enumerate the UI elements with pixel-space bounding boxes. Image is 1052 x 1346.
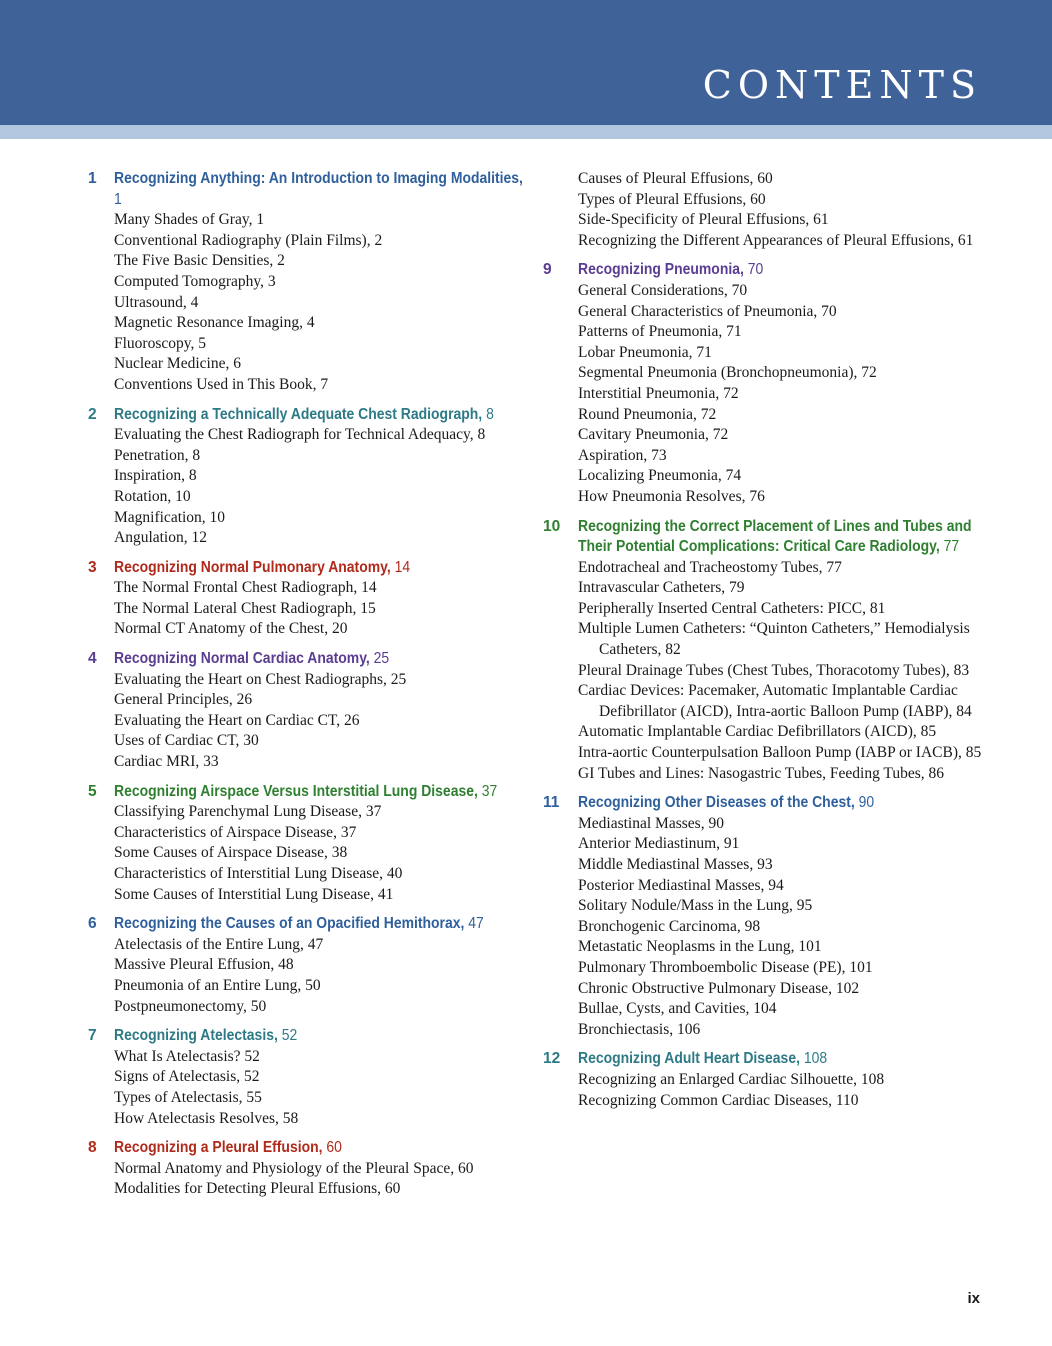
section-entry[interactable]: Cardiac MRI, 33 — [114, 753, 219, 771]
section-entry[interactable]: Automatic Implantable Cardiac Defibrillators (AICD), 85 — [578, 723, 937, 741]
chapter-heading[interactable] — [88, 558, 528, 579]
chapter-page-number: 108 — [803, 1050, 828, 1068]
section-entry[interactable]: Conventions Used in This Book, 7 — [114, 375, 329, 393]
chapter-number: 9 — [543, 261, 552, 279]
chapter-number: 1 — [88, 170, 97, 187]
section-entry[interactable]: Chronic Obstructive Pulmonary Disease, 102 — [578, 979, 860, 997]
section-entry[interactable]: Lobar Pneumonia, 71 — [578, 343, 712, 361]
chapter-number: 3 — [88, 558, 97, 576]
section-entry[interactable]: Intra-aortic Counterpulsation Balloon Pump (IABP or IACB), 85 — [578, 744, 982, 762]
section-entry[interactable]: Signs of Atelectasis, 52 — [114, 1068, 260, 1086]
section-entry[interactable]: Normal Anatomy and Physiology of the Pleural Space, 60 — [114, 1159, 474, 1177]
chapter-title: Recognizing Other Diseases of the Chest, — [578, 794, 855, 812]
chapter-heading[interactable] — [543, 1049, 988, 1070]
chapter-title: Recognizing Atelectasis, — [114, 1027, 278, 1045]
section-entry[interactable]: Classifying Parenchymal Lung Disease, 37 — [114, 803, 382, 821]
section-entry[interactable]: Pleural Drainage Tubes (Chest Tubes, Thoracotomy Tubes), 83 — [578, 661, 970, 679]
section-entry[interactable]: Uses of Cardiac CT, 30 — [114, 732, 259, 750]
chapter-title: Recognizing Airspace Versus Interstitial Lung Disease, — [114, 782, 478, 800]
section-entry[interactable]: Many Shades of Gray, 1 — [114, 211, 265, 229]
section-entry[interactable]: Causes of Pleural Effusions, 60 — [578, 170, 773, 187]
chapter-title: Recognizing a Technically Adequate Chest Radiograph, — [114, 405, 483, 423]
section-list — [88, 802, 528, 905]
section-list — [543, 169, 988, 251]
section-entry[interactable]: Postpneumonectomy, 50 — [114, 997, 267, 1015]
section-entry[interactable]: Characteristics of Interstitial Lung Disease, 40 — [114, 865, 403, 882]
chapter-title: Recognizing Adult Heart Disease, — [578, 1050, 800, 1068]
section-list — [88, 425, 528, 549]
chapter-number: 4 — [88, 650, 97, 668]
section-entry[interactable]: General Considerations, 70 — [578, 281, 748, 299]
section-entry[interactable]: Aspiration, 73 — [578, 446, 667, 464]
contents-column-left — [88, 169, 528, 1209]
chapter-page-number: 8 — [486, 405, 494, 423]
chapter-page-number: 60 — [326, 1139, 342, 1157]
chapter-page-number: 52 — [281, 1027, 298, 1045]
contents-column-right — [543, 169, 988, 1120]
section-list — [543, 558, 988, 785]
section-entry[interactable]: Recognizing Common Cardiac Diseases, 110 — [578, 1091, 859, 1109]
chapter-heading[interactable] — [543, 260, 988, 281]
section-entry[interactable]: Computed Tomography, 3 — [114, 272, 276, 290]
chapter-heading[interactable] — [88, 649, 528, 670]
chapter-heading[interactable] — [88, 1026, 528, 1047]
chapter-page-number: 90 — [858, 794, 875, 812]
section-entry[interactable]: Posterior Mediastinal Masses, 94 — [578, 876, 784, 894]
section-entry[interactable]: Multiple Lumen Catheters: “Quinton Catheters,” Hemodialysis Catheters, 82 — [578, 620, 970, 659]
section-entry[interactable]: Peripherally Inserted Central Catheters: PICC, 81 — [578, 599, 886, 617]
section-entry[interactable]: Normal CT Anatomy of the Chest, 20 — [114, 620, 348, 638]
section-entry[interactable]: Inspiration, 8 — [114, 467, 197, 485]
chapter-title: Recognizing Pneumonia, — [578, 261, 744, 279]
section-list — [88, 1159, 528, 1200]
chapter-11 — [543, 793, 988, 1040]
chapter-title: Recognizing the Correct Placement of Lines and Tubes and Their Potential Complications: Critical Care Radiology, — [578, 517, 972, 556]
section-entry[interactable]: How Pneumonia Resolves, 76 — [578, 487, 765, 505]
chapter-8 — [88, 1138, 528, 1200]
section-entry[interactable]: Fluoroscopy, 5 — [114, 334, 206, 352]
section-entry[interactable]: General Principles, 26 — [114, 691, 253, 709]
page-number: ix — [967, 1290, 980, 1307]
chapter-heading[interactable] — [88, 1138, 528, 1159]
section-entry[interactable]: Massive Pleural Effusion, 48 — [114, 956, 294, 974]
chapter-heading[interactable] — [88, 782, 528, 803]
chapter-number: 6 — [88, 915, 97, 933]
section-entry[interactable]: Conventional Radiography (Plain Films), 2 — [114, 231, 383, 249]
chapter-page-number: 77 — [943, 538, 960, 556]
chapter-title: Recognizing Anything: An Introduction to Imaging Modalities, — [114, 170, 523, 187]
section-entry[interactable]: Bronchogenic Carcinoma, 98 — [578, 917, 761, 935]
section-entry[interactable]: Pulmonary Thromboembolic Disease (PE), 101 — [578, 958, 873, 976]
section-entry[interactable]: Ultrasound, 4 — [114, 293, 199, 311]
section-entry[interactable]: Evaluating the Heart on Cardiac CT, 26 — [114, 711, 360, 729]
section-entry[interactable]: Anterior Mediastinum, 91 — [578, 835, 740, 853]
chapter-number: 11 — [543, 794, 560, 812]
chapter-page-number: 70 — [747, 261, 764, 279]
chapter-title: Recognizing Normal Cardiac Anatomy, — [114, 650, 370, 668]
section-entry[interactable]: The Normal Lateral Chest Radiograph, 15 — [114, 599, 376, 617]
section-entry[interactable]: Evaluating the Heart on Chest Radiographs, 25 — [114, 670, 407, 688]
section-entry[interactable]: Mediastinal Masses, 90 — [578, 814, 724, 832]
section-entry[interactable]: Some Causes of Airspace Disease, 38 — [114, 844, 348, 862]
chapter-title: Recognizing Normal Pulmonary Anatomy, — [114, 558, 391, 576]
chapter-heading[interactable] — [543, 517, 988, 558]
section-entry[interactable]: Solitary Nodule/Mass in the Lung, 95 — [578, 897, 813, 915]
section-entry[interactable]: General Characteristics of Pneumonia, 70 — [578, 302, 837, 320]
chapter-page-number: 37 — [481, 782, 498, 800]
section-list — [88, 578, 528, 640]
section-entry[interactable]: Magnetic Resonance Imaging, 4 — [114, 314, 315, 332]
chapter-9 — [543, 260, 988, 507]
chapter-number: 12 — [543, 1050, 561, 1068]
chapter-2 — [88, 405, 528, 549]
section-list — [88, 210, 528, 395]
section-list — [543, 1070, 988, 1111]
section-list — [543, 814, 988, 1041]
chapter-heading[interactable] — [88, 914, 528, 935]
section-entry[interactable]: Endotracheal and Tracheostomy Tubes, 77 — [578, 558, 842, 576]
chapter-1 — [88, 169, 528, 396]
section-list — [88, 670, 528, 773]
section-entry[interactable]: Side-Specificity of Pleural Effusions, 61 — [578, 211, 829, 229]
section-list — [88, 935, 528, 1017]
section-entry[interactable]: Modalities for Detecting Pleural Effusions, 60 — [114, 1180, 401, 1198]
section-entry[interactable]: Evaluating the Chest Radiograph for Technical Adequacy, 8 — [114, 426, 486, 444]
section-entry[interactable]: Types of Atelectasis, 55 — [114, 1088, 262, 1106]
section-entry[interactable]: Interstitial Pneumonia, 72 — [578, 384, 739, 402]
chapter-12 — [543, 1049, 988, 1111]
section-entry[interactable]: Angulation, 12 — [114, 529, 207, 547]
section-entry[interactable]: Magnification, 10 — [114, 508, 226, 526]
section-entry[interactable]: Cardiac Devices: Pacemaker, Automatic Implantable Cardiac Defibrillator (AICD), Intra-aortic Balloon Pump (IABP), 84 — [578, 682, 972, 720]
section-list — [543, 281, 988, 508]
chapter-number: 5 — [88, 782, 97, 800]
section-entry[interactable]: Pneumonia of an Entire Lung, 50 — [114, 976, 321, 994]
section-entry[interactable]: Atelectasis of the Entire Lung, 47 — [114, 935, 324, 953]
section-entry[interactable]: The Normal Frontal Chest Radiograph, 14 — [114, 579, 377, 597]
chapter-heading[interactable] — [543, 793, 988, 814]
chapter-5 — [88, 782, 528, 906]
section-entry[interactable]: Characteristics of Airspace Disease, 37 — [114, 823, 357, 841]
header-rule — [0, 125, 1052, 139]
section-entry[interactable]: Types of Pleural Effusions, 60 — [578, 190, 766, 208]
chapter-page-number: 25 — [373, 650, 390, 668]
chapter-number: 7 — [88, 1027, 97, 1045]
chapter-heading[interactable] — [88, 169, 528, 210]
section-entry[interactable]: What Is Atelectasis? 52 — [114, 1047, 260, 1065]
section-entry[interactable]: Recognizing the Different Appearances of Pleural Effusions, 61 — [578, 231, 974, 249]
chapter-7 — [88, 1026, 528, 1129]
chapter-page-number: 1 — [114, 190, 122, 208]
section-entry[interactable]: Rotation, 10 — [114, 487, 191, 505]
chapter-6 — [88, 914, 528, 1017]
chapter-title: Recognizing a Pleural Effusion, — [114, 1139, 323, 1157]
section-entry[interactable]: How Atelectasis Resolves, 58 — [114, 1109, 299, 1127]
chapter-number: 2 — [88, 405, 97, 423]
section-entry[interactable]: Middle Mediastinal Masses, 93 — [578, 856, 773, 873]
section-entry[interactable]: Some Causes of Interstitial Lung Disease, 41 — [114, 885, 394, 903]
section-list — [88, 1047, 528, 1129]
chapter-10 — [543, 517, 988, 785]
section-entry[interactable]: GI Tubes and Lines: Nasogastric Tubes, Feeding Tubes, 86 — [578, 764, 944, 782]
chapter-title: Recognizing the Causes of an Opacified Hemithorax, — [114, 915, 465, 933]
chapter-page-number: 47 — [468, 915, 484, 933]
page-title: CONTENTS — [702, 63, 982, 107]
section-entry[interactable]: Cavitary Pneumonia, 72 — [578, 426, 729, 444]
section-entry[interactable]: Segmental Pneumonia (Bronchopneumonia), 72 — [578, 364, 877, 382]
section-entry[interactable]: Bronchiectasis, 106 — [578, 1020, 701, 1038]
section-entry[interactable]: Penetration, 8 — [114, 446, 201, 464]
section-entry[interactable]: The Five Basic Densities, 2 — [114, 252, 285, 270]
section-entry[interactable]: Patterns of Pneumonia, 71 — [578, 323, 742, 341]
chapter-number: 8 — [88, 1139, 97, 1157]
chapter-page-number: 14 — [394, 558, 411, 576]
chapter-3 — [88, 558, 528, 640]
chapter-number: 10 — [543, 517, 561, 535]
section-entry[interactable]: Nuclear Medicine, 6 — [114, 355, 241, 373]
section-entry[interactable]: Localizing Pneumonia, 74 — [578, 467, 742, 485]
section-entry[interactable]: Bullae, Cysts, and Cavities, 104 — [578, 1000, 777, 1018]
section-entry[interactable]: Intravascular Catheters, 79 — [578, 579, 745, 597]
section-entry[interactable]: Recognizing an Enlarged Cardiac Silhouette, 108 — [578, 1070, 885, 1088]
section-entry[interactable]: Round Pneumonia, 72 — [578, 405, 717, 423]
chapter-4 — [88, 649, 528, 773]
chapter-continued — [543, 169, 988, 251]
chapter-heading[interactable] — [88, 405, 528, 426]
section-entry[interactable]: Metastatic Neoplasms in the Lung, 101 — [578, 938, 822, 956]
